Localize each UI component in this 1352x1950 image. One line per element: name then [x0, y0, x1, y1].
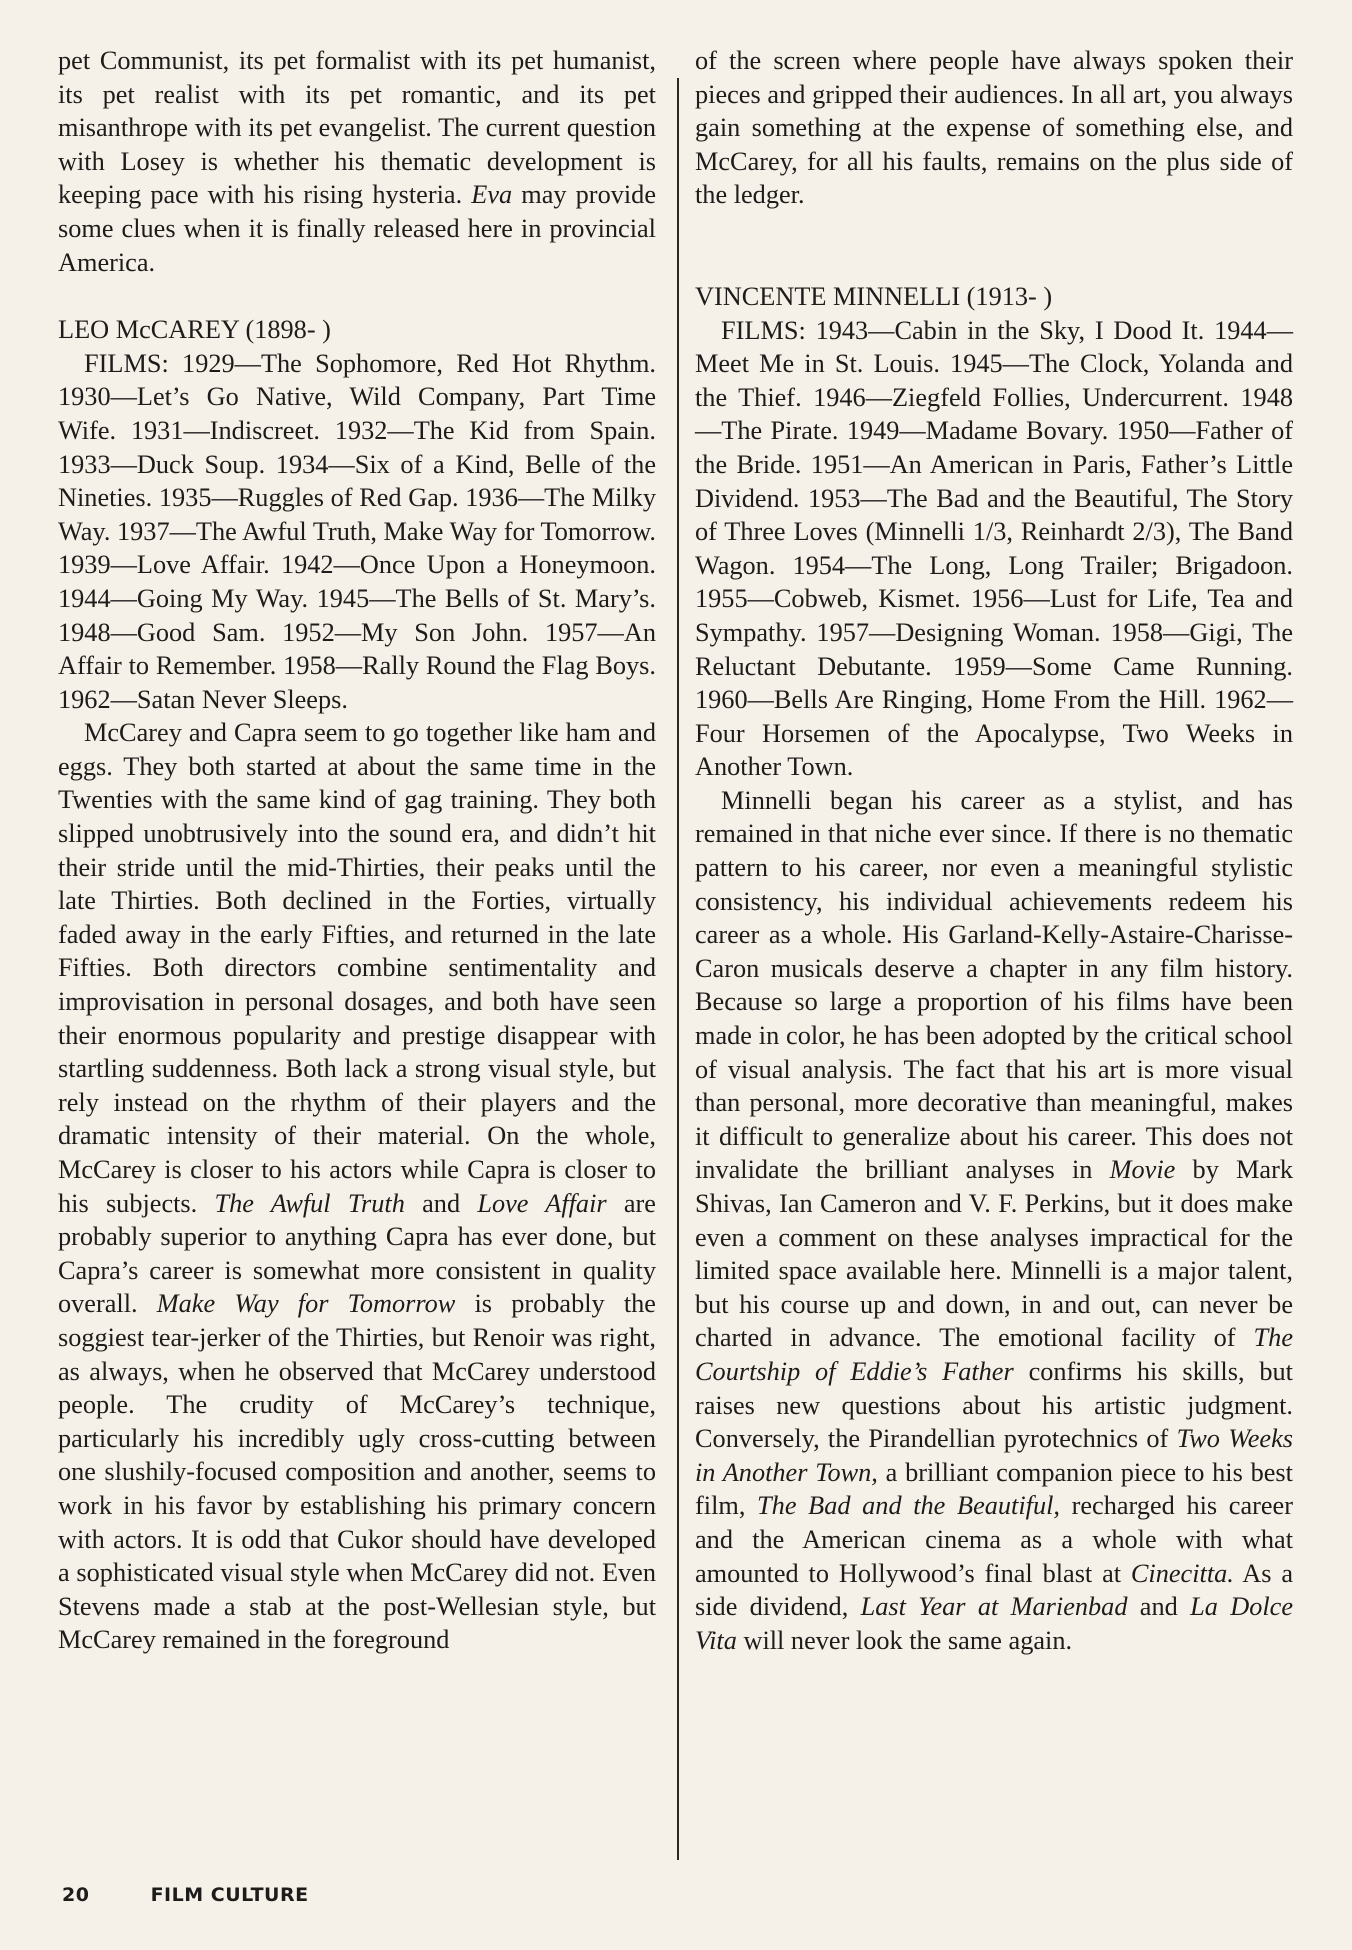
mccarey-filmography: FILMS: 1929—The Sophomore, Red Hot Rhythm. 1930—Let’s Go Native, Wild Company, Part Time Wife. 1931—Indiscreet. 1932—The Kid from Spain. 1933—Duck Soup. 1934—Six of a Kind, Belle of the Nineties. 1935—Ruggles of Red Gap. 1936—The Milky Way. 1937—The Awful Truth, Make Way for Tomorrow. 1939—Love Affair. 1942—Once Upon a Honeymoon. 1944—Going My Way. 1945—The Bells of St. Mary’s. 1948—Good Sam. 1952—My Son John. 1957—An Affair to Remember. 1958—Rally Round the Flag Boys. 1962—Satan Never Sleeps. — [58, 348, 656, 714]
mccarey-heading: LEO McCAREY (1898- ) — [58, 315, 331, 345]
italic-title: Movie — [1109, 1155, 1176, 1185]
italic-title: Love Affair — [477, 1188, 607, 1218]
minnelli-essay: Minnelli began his career as a stylist, and has remained in that niche ever since. If there is no thematic pattern to his career, nor even a meaningful stylistic consistency, his individual achievements redeem his career as a whole. His Garland-Kelly-Astaire-Charisse-Caron musicals deserve a chapter in any film history. Because so large a proportion of his films have been made in color, he has been adopted by the critical school of visual analysis. The fact that his art is more visual than personal, more decorative than meaningful, makes it difficult to generalize about his career. This does not invalidate the brilliant analyses in Movie by Mark Shivas, Ian Cameron and V. F. Perkins, but it does make even a comment on these analyses impractical for the limited space available here. Minnelli is a major talent, but his course up and down, in and out, can never be charted in advance. The emotional facility of The Courtship of Eddie’s Father confirms his skills, but raises new questions about his artistic judgment. Conversely, the Pirandellian pyrotechnics of Two Weeks in Another Town, a brilliant companion piece to his best film, The Bad and the Beautiful, recharged his career and the American cinema as a whole with what amounted to Hollywood’s final blast at Cinecitta. As a side dividend, Last Year at Marienbad and La Dolce Vita will never look the same again. — [695, 785, 1294, 1655]
italic-title: The Awful Truth — [214, 1188, 405, 1218]
section-gap — [695, 212, 1293, 280]
italic-title: The Courtship of Eddie’s Father — [695, 1323, 1293, 1386]
page-footer — [62, 1884, 309, 1906]
italic-title: Make Way for Tomorrow — [156, 1289, 456, 1319]
right-column — [695, 44, 1293, 1657]
mccarey-essay-conclusion: of the screen where people have always spoken their pieces and gripped their audiences. In all art, you always gain something at the expense of something else, and McCarey, for all his faults, remains on the plus side of the ledger. — [695, 46, 1293, 210]
italic-title: Two Weeks in Another Town, — [695, 1424, 1293, 1487]
section-gap — [58, 279, 656, 313]
minnelli-heading: VINCENTE MINNELLI (1913- ) — [695, 281, 1053, 311]
italic-title: La Dolce Vita — [695, 1592, 1293, 1655]
italic-title: The Bad and the Beautiful, — [757, 1491, 1060, 1521]
left-column — [58, 44, 656, 1657]
page-number: 20 — [62, 1884, 90, 1906]
losey-essay-conclusion: pet Communist, its pet formalist with its pet humanist, its pet realist with its pet romantic, and its pet misanthrope with its pet evangelist. The current question with Losey is whether his thematic development is keeping pace with his rising hysteria. Eva may provide some clues when it is finally released here in provincial America. — [58, 46, 656, 277]
italic-title: Eva — [471, 180, 513, 210]
minnelli-filmography: FILMS: 1943—Cabin in the Sky, I Dood It. 1944—Meet Me in St. Louis. 1945—The Clock, Yolanda and the Thief. 1946—Ziegfeld Follies, Undercurrent. 1948—The Pirate. 1949—Madame Bovary. 1950—Father of the Bride. 1951—An American in Paris, Father’s Little Dividend. 1953—The Bad and the Beautiful, The Story of Three Loves (Minnelli 1/3, Reinhardt 2/3), The Band Wagon. 1954—The Long, Long Trailer; Brigadoon. 1955—Cobweb, Kismet. 1956—Lust for Life, Tea and Sympathy. 1957—Designing Woman. 1958—Gigi, The Reluctant Debutante. 1959—Some Came Running. 1960—Bells Are Ringing, Home From the Hill. 1962—Four Horsemen of the Apocalypse, Two Weeks in Another Town. — [695, 315, 1293, 782]
italic-title: Cinecitta. — [1130, 1558, 1234, 1588]
publication-name: FILM CULTURE — [150, 1884, 309, 1906]
mccarey-essay: McCarey and Capra seem to go together like ham and eggs. They both started at about the same time in the Twenties with the same kind of gag training. They both slipped unobtrusively into the sound era, and didn’t hit their stride until the mid-Thirties, their peaks until the late Thirties. Both declined in the Forties, virtually faded away in the early Fifties, and returned in the late Fifties. Both directors combine sentimentality and improvisation in personal dosages, and both have seen their enormous popularity and prestige disappear with startling suddenness. Both lack a strong visual style, but rely instead on the rhythm of their players and the dramatic intensity of their material. On the whole, McCarey is closer to his actors while Capra is closer to his subjects. The Awful Truth and Love Affair are probably superior to anything Capra has ever done, but Capra’s career is somewhat more consistent in quality overall. Make Way for Tomorrow is probably the soggiest tear-jerker of the Thirties, but Renoir was right, as always, when he observed that McCarey understood people. The crudity of McCarey’s technique, particularly his incredibly ugly cross-cutting between one slushily-focused composition and another, seems to work in his favor by establishing his primary concern with actors. It is odd that Cukor should have developed a sophisticated visual style when McCarey did not. Even Stevens made a stab at the post-Wellesian style, but McCarey remained in the foreground — [58, 718, 656, 1655]
italic-title: Last Year at Marienbad — [860, 1592, 1128, 1622]
column-divider — [677, 78, 679, 1860]
